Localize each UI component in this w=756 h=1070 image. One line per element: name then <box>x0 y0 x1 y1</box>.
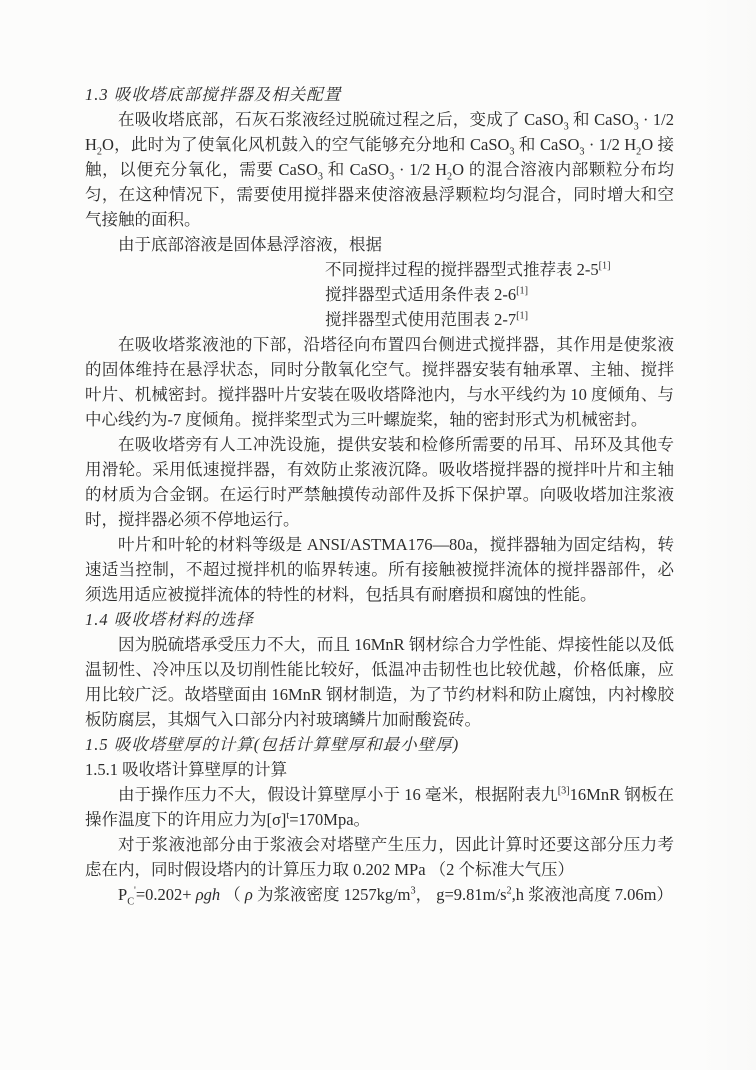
section-heading-1-5: 1.5 吸收塔壁厚的计算(包括计算壁厚和最小壁厚) <box>85 735 460 754</box>
paragraph-absorber-bottom: 在吸收塔底部，石灰石浆液经过脱硫过程之后，变成了 CaSO$_3$ 和 CaSO$_3$ · 1/2 $H_2O$，此时为了使氧化风机鼓入的空气能够充分地和 CaSO$_3$ 和 CaSO$_3$ · 1/2 $H_2O$ 接触，以便充分氧化，需要 CaSO$_3$ 和 CaSO$_3$ · 1/2 $H_2O$ 的混合溶液内部颗粒分布均匀，在这种情况下，需要使用搅拌器来使溶液悬浮颗粒均匀混合，同时增大和空气接触的面积。 <box>85 110 674 229</box>
paragraph-allowable-stress: 由于操作压力不大，假设计算壁厚小于 16 毫米，根据附表九[3]16MnR 钢板在操作温度下的许用应力为$[\sigma]^t=170Mpa$。 <box>85 785 675 829</box>
section-heading-1-3: 1.3 吸收塔底部搅拌器及相关配置 <box>85 85 342 104</box>
formula-pc-pressure: $P_C'=0.202+ \rho gh$ （ ρ 为浆液密度 $1257kg/m^3$， $g=9.81m/s^2,h$ 浆液池高度 7.06m） <box>118 885 673 908</box>
paragraph-16mnr-selection: 因为脱硫塔承受压力不大，而且 16MnR 钢材综合力学性能、焊接性能以及低温韧性、冷冲压以及切削性能比较好，低温冲击韧性也比较优越，价格低廉，应用比较广泛。故塔壁面由 16MnR 钢材制造，为了节约材料和防止腐蚀，内衬橡胶板防腐层，其烟气入口部分内衬玻璃鳞片加耐酸瓷砖。 <box>85 635 674 729</box>
paragraph-suspension-basis: 由于底部溶液是固体悬浮溶液，根据 <box>118 235 382 254</box>
paragraph-material-grade: 叶片和叶轮的材料等级是 ANSI/ASTMA176—80a，搅拌器轴为固定结构，转速适当控制，不超过搅拌机的临界转速。所有接触被搅拌流体的搅拌器部件，必须选用适应被搅拌流体的特性的材料，包括具有耐磨损和腐蚀的性能。 <box>85 535 674 604</box>
document-content <box>85 82 674 907</box>
section-heading-1-4: 1.4 吸收塔材料的选择 <box>85 610 254 629</box>
reference-line-table-2-7: 搅拌器型式使用范围表 2-7[1] <box>325 310 529 329</box>
paragraph-design-pressure: 对于浆液池部分由于浆液会对塔壁产生压力，因此计算时还要这部分压力考虑在内，同时假设塔内的计算压力取 0.202 MPa （2 个标准大气压） <box>85 835 674 879</box>
reference-line-table-2-5: 不同搅拌过程的搅拌器型式推荐表 2-5[1] <box>325 260 611 279</box>
paragraph-maintenance: 在吸收塔旁有人工冲洗设施，提供安装和检修所需要的吊耳、吊环及其他专用滑轮。采用低速搅拌器，有效防止浆液沉降。吸收塔搅拌器的搅拌叶片和主轴的材质为合金钢。在运行时严禁触摸传动部件及拆下保护罩。向吸收塔加注浆液时，搅拌器必须不停地运行。 <box>85 435 674 529</box>
reference-line-table-2-6: 搅拌器型式适用条件表 2-6[1] <box>325 285 529 304</box>
paragraph-agitator-arrangement: 在吸收塔浆液池的下部，沿塔径向布置四台侧进式搅拌器，其作用是使浆液的固体维持在悬浮状态，同时分散氧化空气。搅拌器安装有轴承罩、主轴、搅拌叶片、机械密封。搅拌器叶片安装在吸收塔降池内，与水平线约为 10 度倾角、与中心线约为-7 度倾角。搅拌桨型式为三叶螺旋桨，轴的密封形式为机械密封。 <box>85 335 674 429</box>
subsection-heading-1-5-1: 1.5.1 吸收塔计算壁厚的计算 <box>85 760 288 779</box>
